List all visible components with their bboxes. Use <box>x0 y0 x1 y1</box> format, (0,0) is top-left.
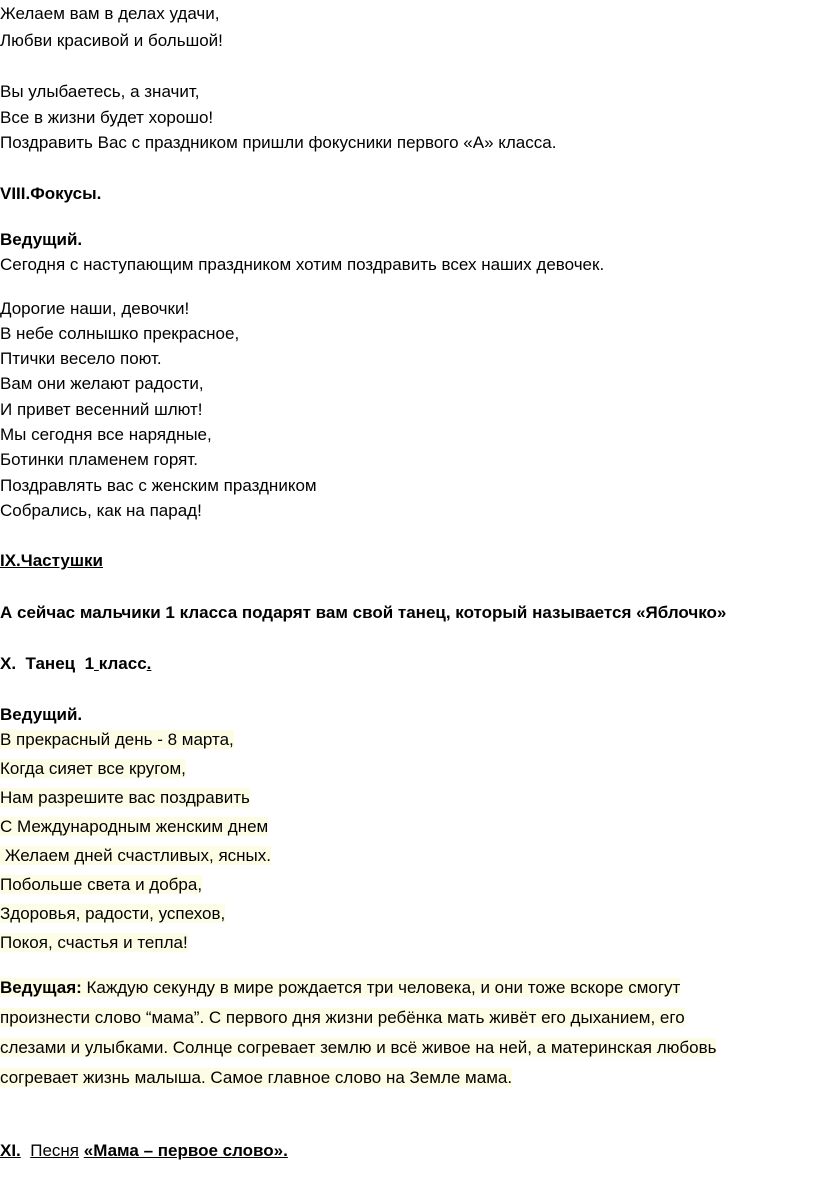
hostess-label: Ведущая: <box>0 978 82 997</box>
verse-line: Желаем вам в делах удачи, <box>0 4 220 23</box>
verse-line: Мы сегодня все нарядные, <box>0 425 212 444</box>
host-label: Ведущий. <box>0 705 83 724</box>
section-11-roman: XI. <box>0 1141 21 1160</box>
verse-line: Ботинки пламенем горят. <box>0 450 198 469</box>
verse-line: Желаем дней счастливых, ясных. <box>0 846 272 865</box>
section-10-klass: класс <box>98 654 147 673</box>
verse-line: Вам они желают радости, <box>0 374 204 393</box>
dance-intro: А сейчас мальчики 1 класса подарят вам свой танец, который называется «Яблочко» <box>0 603 727 622</box>
section-11-word: Песня <box>30 1141 80 1160</box>
section-heading-11 <box>0 1139 288 1163</box>
verse-line: Вы улыбаетесь, а значит, <box>0 82 200 101</box>
intro-line: Сегодня с наступающим праздником хотим поздравить всех наших девочек. <box>0 255 605 274</box>
verse-line: Когда сияет все кругом, <box>0 759 186 778</box>
verse-line: Собрались, как на парад! <box>0 501 202 520</box>
hostess-paragraph-line: произнести слово “мама”. С первого дня жизни ребёнка мать живёт его дыханием, его <box>0 1008 685 1027</box>
verse-line: В прекрасный день - 8 марта, <box>0 730 234 749</box>
verse-line: Любви красивой и большой! <box>0 31 223 50</box>
verse-line: Поздравлять вас с женским праздником <box>0 476 317 495</box>
verse-line: Птички весело поют. <box>0 349 162 368</box>
verse-line: С Международным женским днем <box>0 817 269 836</box>
host-label: Ведущий. <box>0 230 83 249</box>
section-10-title: Танец <box>25 654 76 673</box>
verse-line: Побольше света и добра, <box>0 875 203 894</box>
section-heading-8: VIII.Фокусы. <box>0 184 102 203</box>
verse-line: Все в жизни будет хорошо! <box>0 108 214 127</box>
announcement-line: Поздравить Вас с праздником пришли фокусники первого «А» класса. <box>0 133 557 152</box>
verse-line: Покоя, счастья и тепла! <box>0 933 188 952</box>
verse-line: И привет весенний шлют! <box>0 400 203 419</box>
hostess-paragraph-line: Ведущая: Каждую секунду в мире рождается три человека, и они тоже вскоре смогут <box>0 978 681 997</box>
verse-line: Дорогие наши, девочки! <box>0 299 190 318</box>
verse-line: Здоровья, радости, успехов, <box>0 904 226 923</box>
section-10-roman: X. <box>0 654 17 673</box>
verse-line: Нам разрешите вас поздравить <box>0 788 250 807</box>
section-11-title: «Мама – первое слово». <box>83 1141 288 1160</box>
verse-line: В небе солнышко прекрасное, <box>0 324 240 343</box>
section-10-dot: . <box>146 654 152 673</box>
hostess-paragraph-line: слезами и улыбками. Солнце согревает землю и всё живое на ней, а материнская любовь <box>0 1038 717 1057</box>
section-10-num: 1 <box>84 654 95 673</box>
section-heading-10 <box>0 652 151 676</box>
hostess-paragraph-line: согревает жизнь малыша. Самое главное слово на Земле мама. <box>0 1068 513 1087</box>
section-heading-9: IX.Частушки <box>0 551 103 570</box>
